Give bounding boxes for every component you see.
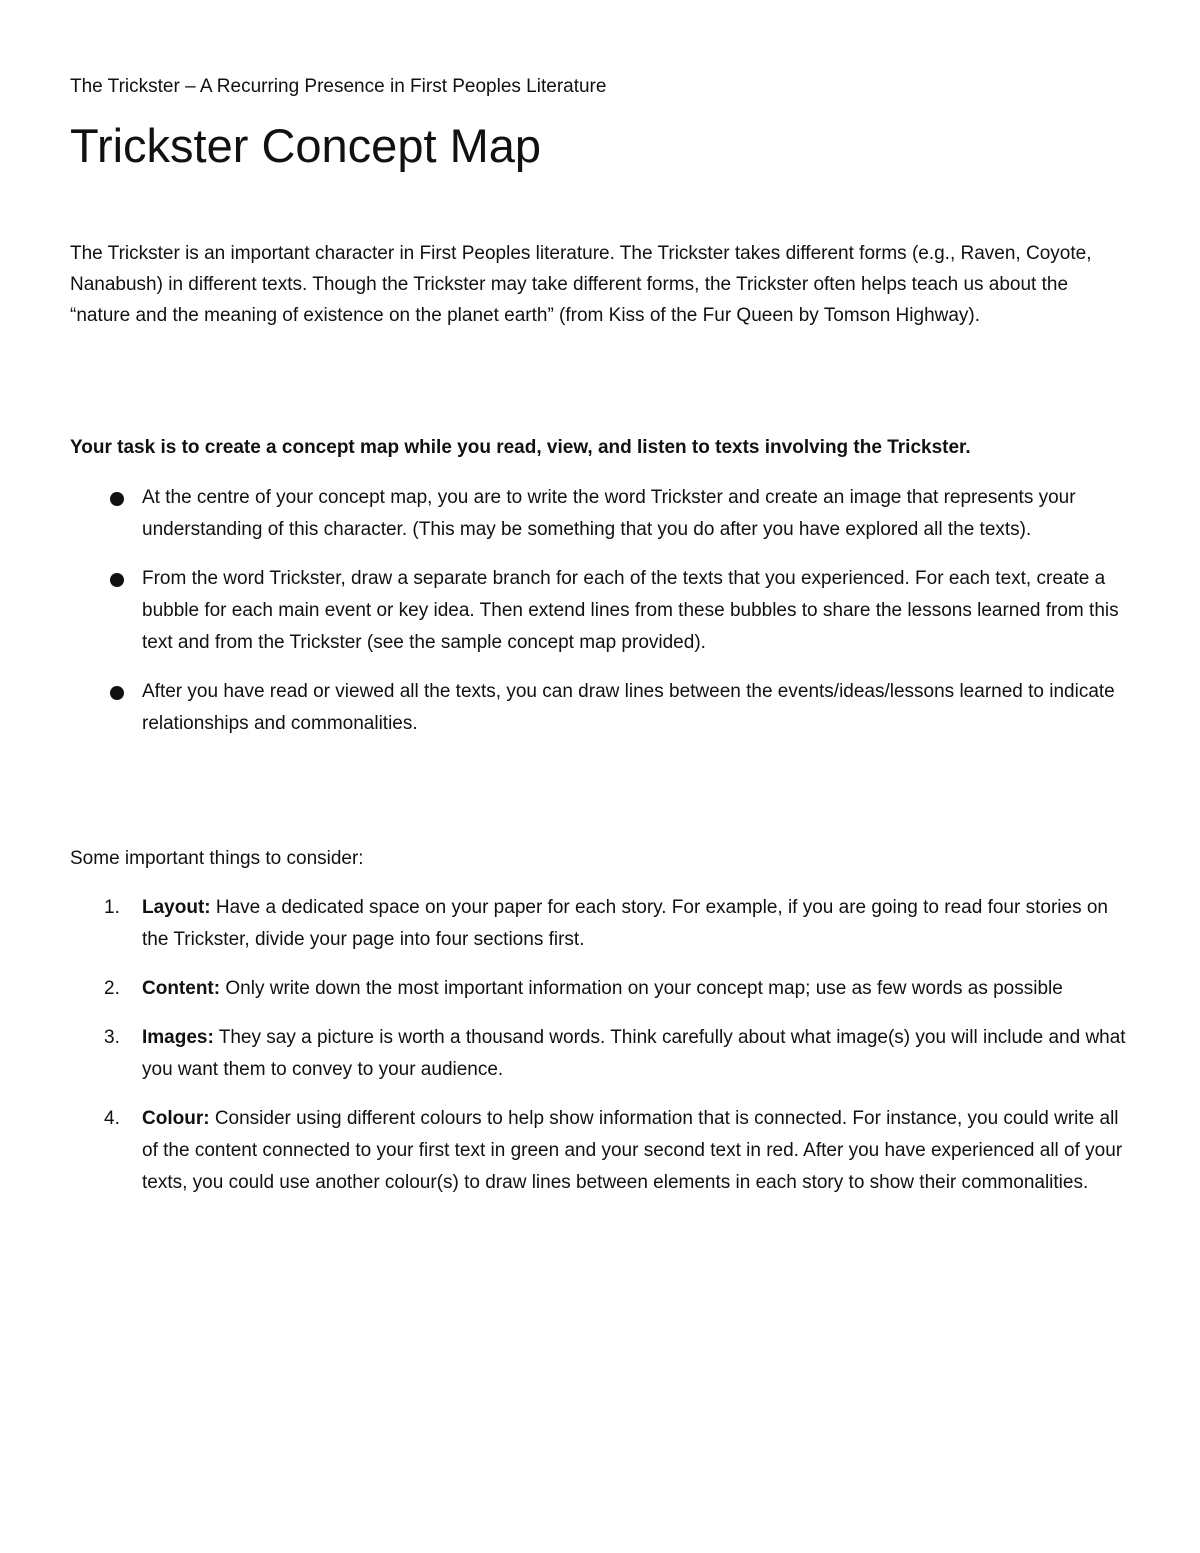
bullet-icon: [110, 492, 124, 506]
document-title: Trickster Concept Map: [70, 119, 542, 172]
consideration-text: Consider using different colours to help show information that is connected. For instance, you could write all of the content connected to your first text in green and your second text in red. After you have experienced all of your texts, you could use another colour(s) to draw lines between elements in each story to show their commonalities.: [142, 1108, 1123, 1193]
bullet-icon: [110, 686, 124, 700]
task-statement: Your task is to create a concept map while you read, view, and listen to texts involving the Trickster.: [70, 437, 971, 458]
list-number: 1.: [104, 897, 120, 918]
consideration-text: They say a picture is worth a thousand words. Think carefully about what image(s) you will include and what you want them to convey to your audience.: [142, 1027, 1126, 1080]
consideration-label: Content:: [142, 978, 221, 999]
instruction-item: [70, 676, 1130, 740]
instruction-text: At the centre of your concept map, you are to write the word Trickster and create an image that represents your understanding of this character. (This may be something that you do after you have explored all the texts).: [142, 487, 1076, 540]
list-number: 2.: [104, 978, 120, 999]
consideration-text: Have a dedicated space on your paper for each story. For example, if you are going to read four stories on the Trickster, divide your page into four sections first.: [142, 897, 1108, 950]
instruction-list: [70, 482, 1130, 757]
consideration-item: [70, 1022, 1130, 1086]
consideration-item: [70, 1103, 1130, 1199]
intro-paragraph: The Trickster is an important character in First Peoples literature. The Trickster takes different forms (e.g., Raven, Coyote, Nanabush) in different texts. Though the Trickster may take different forms, the Trickster often helps teach us about the “nature and the meaning of existence on the planet earth” (from Kiss of the Fur Queen by Tomson Highway).: [70, 243, 1092, 326]
list-number: 3.: [104, 1027, 120, 1048]
bullet-icon: [110, 573, 124, 587]
instruction-text: After you have read or viewed all the texts, you can draw lines between the events/ideas/lessons learned to indicate relationships and commonalities.: [142, 681, 1115, 734]
consideration-label: Images:: [142, 1027, 214, 1048]
considerations-heading: Some important things to consider:: [70, 848, 364, 869]
consideration-text: Only write down the most important information on your concept map; use as few words as possible: [220, 978, 1063, 999]
consideration-label: Layout:: [142, 897, 211, 918]
considerations-list: [70, 892, 1130, 1216]
consideration-item: [70, 892, 1130, 956]
consideration-item: [70, 973, 1130, 1005]
instruction-text: From the word Trickster, draw a separate branch for each of the texts that you experienced. For each text, create a bubble for each main event or key idea. Then extend lines from these bubbles to share the lessons learned from this text and from the Trickster (see the sample concept map provided).: [142, 568, 1119, 653]
list-number: 4.: [104, 1108, 120, 1129]
consideration-label: Colour:: [142, 1108, 210, 1129]
instruction-item: [70, 563, 1130, 659]
instruction-item: [70, 482, 1130, 546]
document-subtitle: The Trickster – A Recurring Presence in First Peoples Literature: [70, 76, 607, 97]
